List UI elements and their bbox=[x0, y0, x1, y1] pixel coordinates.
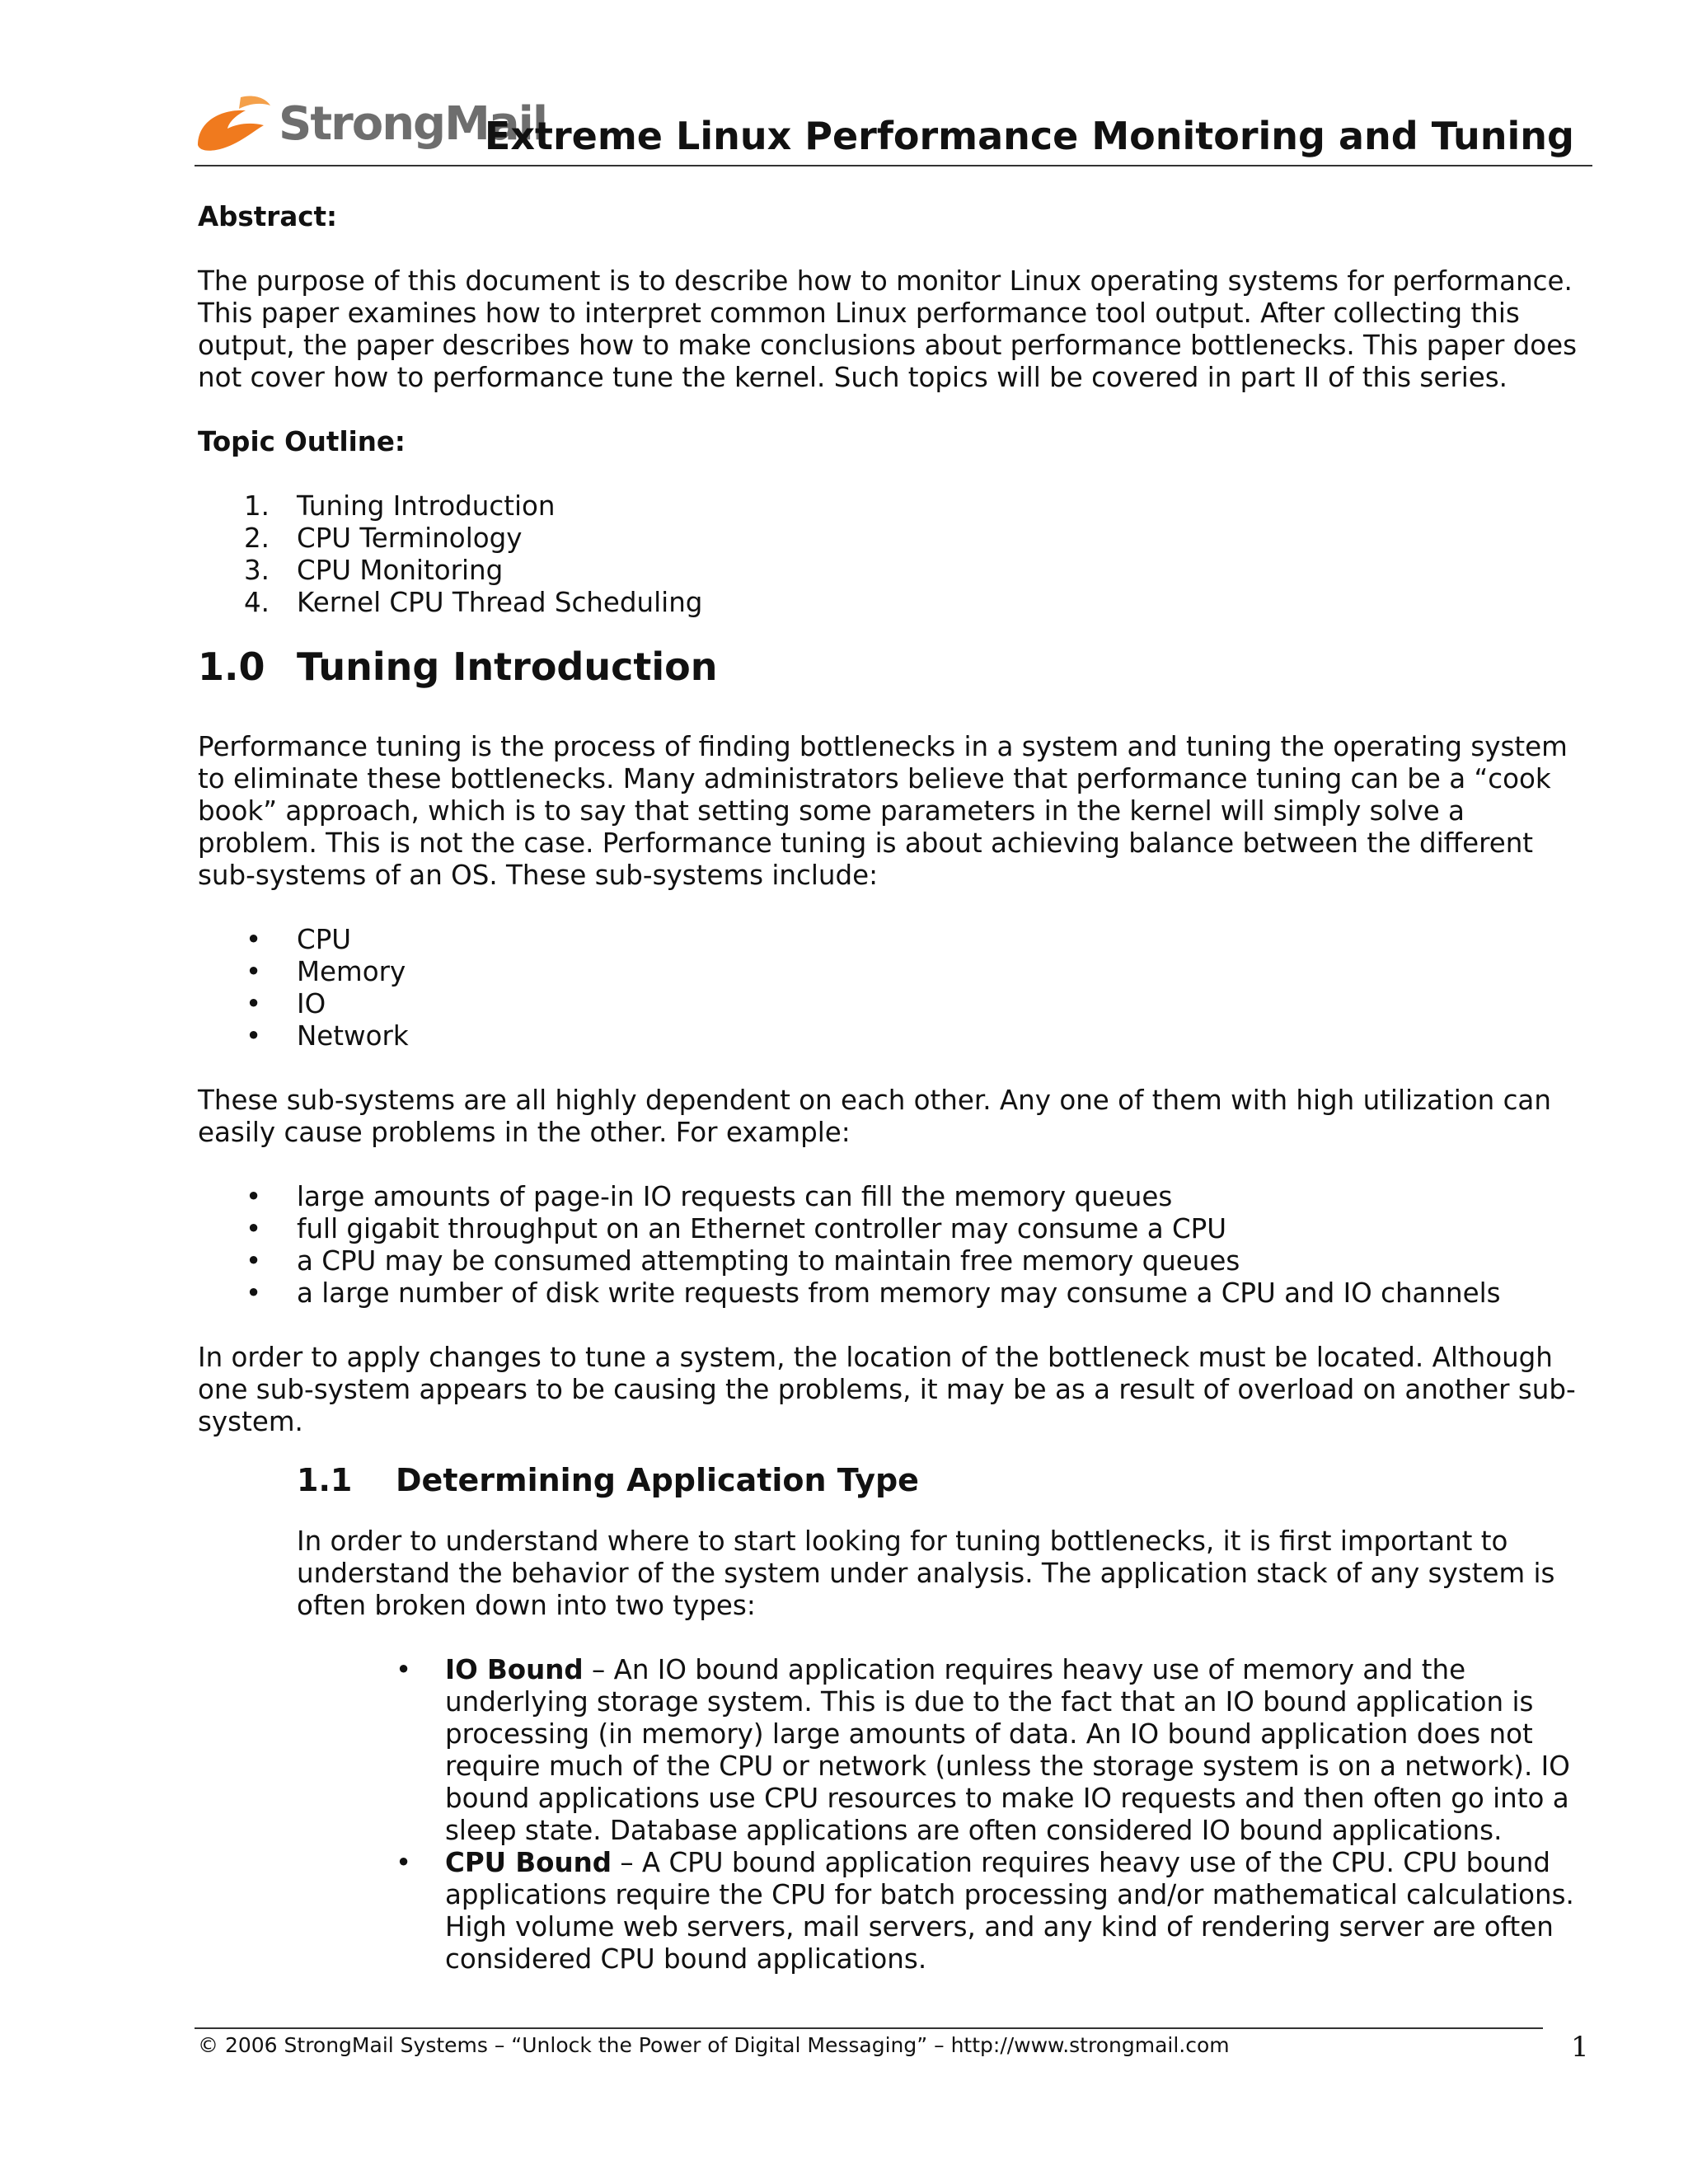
conclusion-paragraph: In order to apply changes to tune a system, the location of the bottleneck must be located. Although one sub-system appears to be causing the problems, it may be as a result of overload on another sub-system. bbox=[198, 1342, 1576, 1437]
list-item: • a large number of disk write requests from memory may consume a CPU and IO channels bbox=[246, 1277, 1501, 1309]
footer-divider bbox=[195, 2027, 1543, 2029]
document-body bbox=[198, 201, 1582, 1975]
topic-outline-list bbox=[198, 490, 1582, 619]
section-1-intro: Performance tuning is the process of finding bottlenecks in a system and tuning the operating system to eliminate these bottlenecks. Many administrators believe that performance tuning can be a “cook book” approach, which is to say that setting some parameters in the kernel will simply solve a problem. This is not the case. Performance tuning is about achieving balance between the different sub-systems of an OS. These sub-systems include: bbox=[198, 731, 1568, 891]
document-title: Extreme Linux Performance Monitoring and Tuning bbox=[484, 114, 1574, 158]
list-item: • Network bbox=[246, 1020, 409, 1052]
outline-label: Topic Outline: bbox=[198, 426, 406, 457]
example-list bbox=[198, 1181, 1582, 1310]
subsystem-list bbox=[198, 924, 1582, 1052]
list-item: • CPU Bound – A CPU bound application requires heavy use of the CPU. CPU bound applications require the CPU for batch processing and/or mathematical calculations. High volume web servers, mail servers, and any kind of rendering server are often considered CPU bound applications. bbox=[396, 1847, 1574, 1975]
section-1-heading: 1.0 Tuning Introduction bbox=[198, 644, 718, 689]
list-item: • IO bbox=[246, 988, 326, 1019]
abstract-label: Abstract: bbox=[198, 201, 338, 232]
outline-item: 4. Kernel CPU Thread Scheduling bbox=[244, 587, 703, 618]
strongmail-logo bbox=[195, 92, 547, 162]
header-divider bbox=[195, 165, 1592, 166]
page-number: 1 bbox=[1571, 2031, 1589, 2064]
cpu-bound-term: CPU Bound bbox=[445, 1847, 612, 1878]
list-item: • a CPU may be consumed attempting to maintain free memory queues bbox=[246, 1245, 1240, 1277]
io-bound-term: IO Bound bbox=[445, 1654, 584, 1685]
dependency-paragraph: These sub-systems are all highly dependent on each other. Any one of them with high utilization can easily cause problems in the other. For example: bbox=[198, 1085, 1551, 1148]
outline-item: 1. Tuning Introduction bbox=[244, 490, 556, 522]
logo-wordmark: StrongMail bbox=[279, 97, 547, 151]
list-item: • Memory bbox=[246, 956, 406, 987]
section-1-1-heading: 1.1 Determining Application Type bbox=[297, 1462, 919, 1498]
application-type-list bbox=[198, 1654, 1582, 1975]
section-1-1-intro: In order to understand where to start looking for tuning bottlenecks, it is first important to understand the behavior of the system under analysis. The application stack of any system is often broken down into two types: bbox=[297, 1526, 1555, 1621]
outline-item: 2. CPU Terminology bbox=[244, 523, 523, 554]
list-item: • large amounts of page-in IO requests can fill the memory queues bbox=[246, 1181, 1173, 1212]
list-item: • full gigabit throughput on an Ethernet controller may consume a CPU bbox=[246, 1213, 1227, 1244]
list-item: • CPU bbox=[246, 924, 352, 955]
list-item: • IO Bound – An IO bound application requires heavy use of memory and the underlying storage system. This is due to the fact that an IO bound application is processing (in memory) large amounts of data. An IO bound application does not require much of the CPU or network (unless the storage system is on a network). IO bound applications use CPU resources to make IO requests and then often go into a sleep state. Database applications are often considered IO bound applications. bbox=[396, 1654, 1570, 1846]
outline-item: 3. CPU Monitoring bbox=[244, 555, 504, 586]
footer-copyright: © 2006 StrongMail Systems – “Unlock the Power of Digital Messaging” – http://www.strongmail.com bbox=[198, 2033, 1230, 2057]
strongmail-swoosh-icon bbox=[195, 92, 277, 162]
abstract-text: The purpose of this document is to describe how to monitor Linux operating systems for performance. This paper examines how to interpret common Linux performance tool output. After collecting this output, the paper describes how to make conclusions about performance bottlenecks. This paper does not cover how to performance tune the kernel. Such topics will be covered in part II of this series. bbox=[198, 265, 1578, 393]
